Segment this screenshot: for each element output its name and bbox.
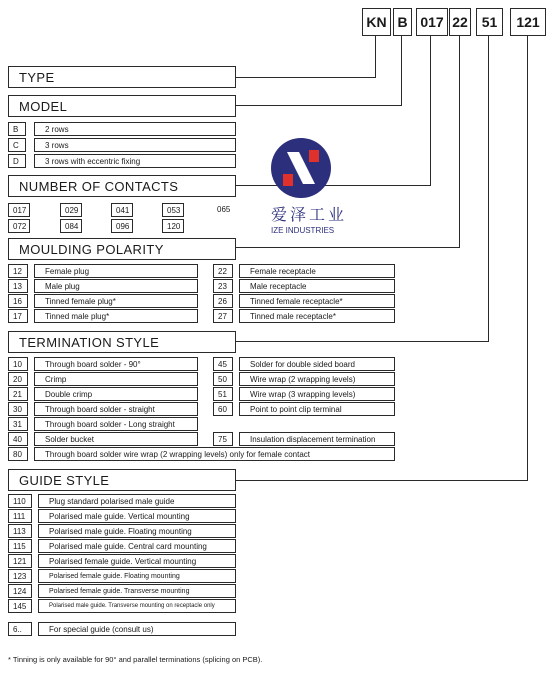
polarity-label: Male plug bbox=[34, 279, 198, 293]
contact-count: 029 bbox=[60, 203, 82, 217]
polarity-label: Female plug bbox=[34, 264, 198, 278]
guide-code: 123 bbox=[8, 569, 32, 583]
termination-label: Wire wrap (3 wrapping levels) bbox=[239, 387, 395, 401]
termination-code: 51 bbox=[213, 387, 233, 401]
termination-label: Through board solder - Long straight bbox=[34, 417, 198, 431]
termination-label: Solder bucket bbox=[34, 432, 198, 446]
model-label: 3 rows with eccentric fixing bbox=[34, 154, 236, 168]
termination-code: 75 bbox=[213, 432, 233, 446]
termination-code: 40 bbox=[8, 432, 28, 446]
guide-label: Polarised male guide. Floating mounting bbox=[38, 524, 236, 538]
code-box-type: KN bbox=[362, 8, 391, 36]
polarity-label: Tinned female plug* bbox=[34, 294, 198, 308]
code-box-polarity: 22 bbox=[449, 8, 471, 36]
connector-line bbox=[236, 341, 489, 342]
termination-label: Insulation displacement termination bbox=[239, 432, 395, 446]
guide-code: 110 bbox=[8, 494, 32, 508]
connector-line bbox=[488, 36, 489, 342]
guide-label: Polarised female guide. Transverse mounting bbox=[38, 584, 236, 598]
polarity-code: 16 bbox=[8, 294, 28, 308]
connector-line bbox=[375, 36, 376, 78]
polarity-code: 27 bbox=[213, 309, 233, 323]
contact-count: 072 bbox=[8, 219, 30, 233]
termination-label: Through board solder - 90° bbox=[34, 357, 198, 371]
contact-count: 120 bbox=[162, 219, 184, 233]
polarity-label: Tinned female receptacle* bbox=[239, 294, 395, 308]
termination-label: Wire wrap (2 wrapping levels) bbox=[239, 372, 395, 386]
termination-code: 60 bbox=[213, 402, 233, 416]
termination-code: 45 bbox=[213, 357, 233, 371]
polarity-label: Tinned male receptacle* bbox=[239, 309, 395, 323]
code-box-guide: 121 bbox=[510, 8, 546, 36]
guide-label: Polarised male guide. Transverse mounting on receptacle only bbox=[38, 599, 236, 613]
termination-code: 30 bbox=[8, 402, 28, 416]
model-code: B bbox=[8, 122, 26, 136]
termination-label: Crimp bbox=[34, 372, 198, 386]
guide-code: 113 bbox=[8, 524, 32, 538]
termination-code: 21 bbox=[8, 387, 28, 401]
section-model-header: MODEL bbox=[8, 95, 236, 117]
model-code: D bbox=[8, 154, 26, 168]
logo-cn-text: 爱泽工业 bbox=[271, 205, 348, 224]
connector-line bbox=[236, 77, 376, 78]
guide-code: 145 bbox=[8, 599, 32, 613]
connector-line bbox=[430, 36, 431, 186]
connector-line bbox=[459, 36, 460, 248]
termination-code: 31 bbox=[8, 417, 28, 431]
termination-code: 10 bbox=[8, 357, 28, 371]
section-guide-header: GUIDE STYLE bbox=[8, 469, 236, 491]
guide-code: 121 bbox=[8, 554, 32, 568]
guide-code: 6.. bbox=[8, 622, 32, 636]
logo-en-text: IZE INDUSTRIES bbox=[271, 226, 335, 235]
model-label: 3 rows bbox=[34, 138, 236, 152]
termination-label: Double crimp bbox=[34, 387, 198, 401]
section-contacts-header: NUMBER OF CONTACTS bbox=[8, 175, 236, 197]
section-termination-header: TERMINATION STYLE bbox=[8, 331, 236, 353]
guide-label: Polarised female guide. Vertical mounting bbox=[38, 554, 236, 568]
guide-label: Polarised male guide. Central card mounting bbox=[38, 539, 236, 553]
connector-line bbox=[236, 185, 431, 186]
polarity-label: Male receptacle bbox=[239, 279, 395, 293]
contact-count: 096 bbox=[111, 219, 133, 233]
footnote: * Tinning is only available for 90° and parallel terminations (splicing on PCB). bbox=[8, 655, 263, 664]
ize-logo-icon bbox=[269, 136, 333, 200]
polarity-code: 17 bbox=[8, 309, 28, 323]
model-label: 2 rows bbox=[34, 122, 236, 136]
contact-count: 041 bbox=[111, 203, 133, 217]
termination-label: Point to point clip terminal bbox=[239, 402, 395, 416]
guide-code: 111 bbox=[8, 509, 32, 523]
model-code: C bbox=[8, 138, 26, 152]
code-box-contacts: 017 bbox=[416, 8, 448, 36]
termination-label: Through board solder wire wrap (2 wrapping levels) only for female contact bbox=[34, 447, 395, 461]
polarity-code: 26 bbox=[213, 294, 233, 308]
guide-label: Polarised male guide. Vertical mounting bbox=[38, 509, 236, 523]
guide-label: Plug standard polarised male guide bbox=[38, 494, 236, 508]
section-type-header: TYPE bbox=[8, 66, 236, 88]
polarity-code: 12 bbox=[8, 264, 28, 278]
connector-line bbox=[236, 480, 528, 481]
guide-code: 124 bbox=[8, 584, 32, 598]
section-polarity-header: MOULDING POLARITY bbox=[8, 238, 236, 260]
termination-code: 50 bbox=[213, 372, 233, 386]
termination-label: Through board solder - straight bbox=[34, 402, 198, 416]
connector-line bbox=[236, 247, 460, 248]
code-box-model: B bbox=[393, 8, 412, 36]
polarity-code: 13 bbox=[8, 279, 28, 293]
connector-line bbox=[236, 105, 402, 106]
guide-label: Polarised female guide. Floating mounting bbox=[38, 569, 236, 583]
code-box-termination: 51 bbox=[476, 8, 503, 36]
polarity-code: 22 bbox=[213, 264, 233, 278]
contact-count: 084 bbox=[60, 219, 82, 233]
termination-code: 80 bbox=[8, 447, 28, 461]
termination-code: 20 bbox=[8, 372, 28, 386]
connector-line bbox=[527, 36, 528, 481]
polarity-code: 23 bbox=[213, 279, 233, 293]
guide-code: 115 bbox=[8, 539, 32, 553]
polarity-label: Female receptacle bbox=[239, 264, 395, 278]
termination-label: Solder for double sided board bbox=[239, 357, 395, 371]
guide-label: For special guide (consult us) bbox=[38, 622, 236, 636]
contact-count: 065 bbox=[213, 202, 235, 216]
polarity-label: Tinned male plug* bbox=[34, 309, 198, 323]
contact-count: 053 bbox=[162, 203, 184, 217]
connector-line bbox=[401, 36, 402, 106]
contact-count: 017 bbox=[8, 203, 30, 217]
